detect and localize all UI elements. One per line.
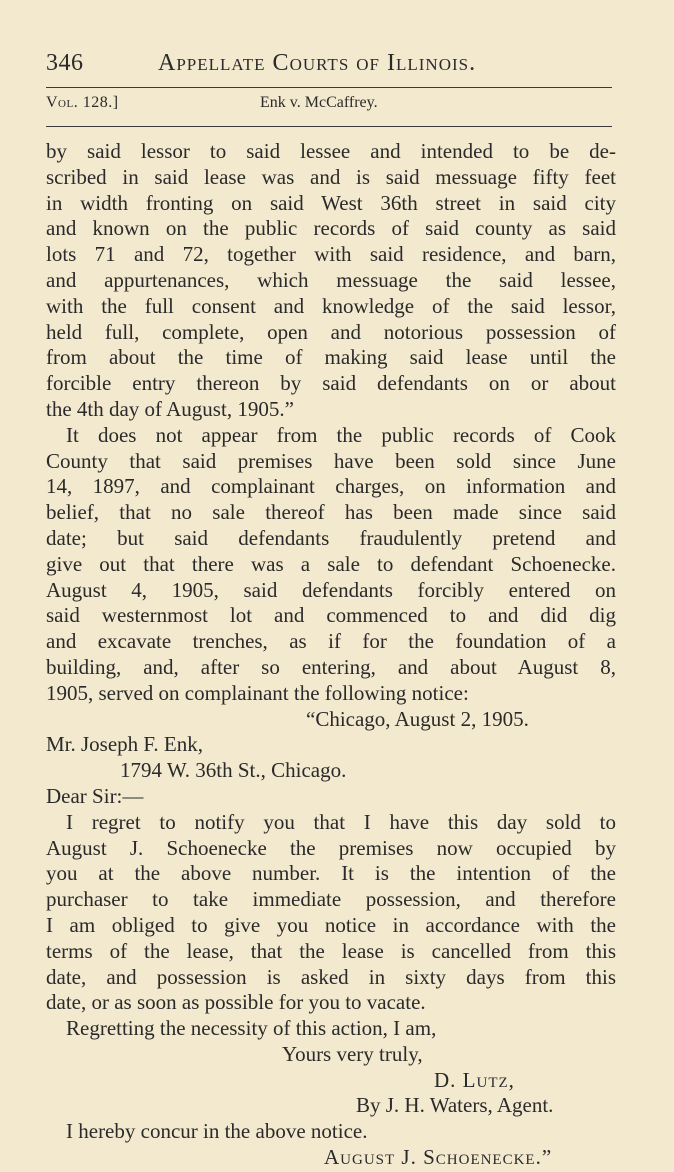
text-line: from about the time of making said lease until the <box>46 345 616 370</box>
letter-dateline: “Chicago, August 2, 1905. <box>306 706 529 731</box>
letter-line: you at the above number. It is the intention of the <box>46 861 616 886</box>
letter-line: I regret to notify you that I have this day sold to <box>66 809 616 834</box>
text-line: with the full consent and knowledge of the said lessor, <box>46 293 616 318</box>
header-rule-bottom <box>46 126 612 127</box>
running-title: Appellate Courts of Illinois. <box>158 50 477 76</box>
text-line: and appurtenances, which messuage the said lessee, <box>46 267 616 292</box>
letter-closing-line: Regretting the necessity of this action, I am, <box>66 1016 437 1041</box>
letter-signature: D. Lutz, <box>434 1067 515 1092</box>
text-line: It does not appear from the public records of Cook <box>66 422 616 447</box>
page-number: 346 <box>46 50 84 76</box>
letter-line: August J. Schoenecke the premises now occupied by <box>46 835 616 860</box>
text-line: 14, 1897, and complainant charges, on information and <box>46 474 616 499</box>
letter-address: 1794 W. 36th St., Chicago. <box>120 758 347 783</box>
text-line: by said lessor to said lessee and intended to be de- <box>46 139 616 163</box>
letter-line: date, or as soon as possible for you to vacate. <box>46 990 426 1015</box>
text-line: and excavate trenches, as if for the foundation of a <box>46 629 616 654</box>
volume-label: Vol. 128.] <box>46 94 119 111</box>
letter-line: date, and possession is asked in sixty days from this <box>46 964 616 989</box>
letter-agent: By J. H. Waters, Agent. <box>356 1093 554 1118</box>
header-rule-top <box>46 87 612 88</box>
body-text <box>46 139 616 1171</box>
sub-head <box>46 94 612 122</box>
concur-signature: August J. Schoenecke.” <box>324 1145 553 1170</box>
concur-line: I hereby concur in the above notice. <box>66 1119 368 1144</box>
text-line: belief, that no sale thereof has been made since said <box>46 500 616 525</box>
text-line: August 4, 1905, said defendants forcibly entered on <box>46 577 616 602</box>
text-line: County that said premises have been sold since June <box>46 448 616 473</box>
text-line: 1905, served on complainant the following notice: <box>46 680 469 705</box>
text-line: lots 71 and 72, together with said residence, and barn, <box>46 242 616 267</box>
text-line: scribed in said lease was and is said messuage fifty feet <box>46 164 616 189</box>
text-line: and known on the public records of said county as said <box>46 216 616 241</box>
running-head <box>46 50 616 84</box>
letter-valediction: Yours very truly, <box>282 1041 423 1066</box>
text-line: date; but said defendants fraudulently pretend and <box>46 525 616 550</box>
letter-line: purchaser to take immediate possession, and therefore <box>46 887 616 912</box>
text-line: building, and, after so entering, and about August 8, <box>46 654 616 679</box>
letter-addressee: Mr. Joseph F. Enk, <box>46 732 203 757</box>
text-line: held full, complete, open and notorious possession of <box>46 319 616 344</box>
letter-line: terms of the lease, that the lease is cancelled from this <box>46 938 616 963</box>
text-line: in width fronting on said West 36th street in said city <box>46 190 616 215</box>
text-line: said westernmost lot and commenced to and did dig <box>46 603 616 628</box>
text-line: give out that there was a sale to defendant Schoenecke. <box>46 551 616 576</box>
text-line: forcible entry thereon by said defendants on or about <box>46 371 616 396</box>
letter-salutation: Dear Sir:— <box>46 783 144 808</box>
text-line: the 4th day of August, 1905.” <box>46 396 294 421</box>
letter-line: I am obliged to give you notice in accordance with the <box>46 912 616 937</box>
case-name: Enk v. McCaffrey. <box>260 94 378 111</box>
